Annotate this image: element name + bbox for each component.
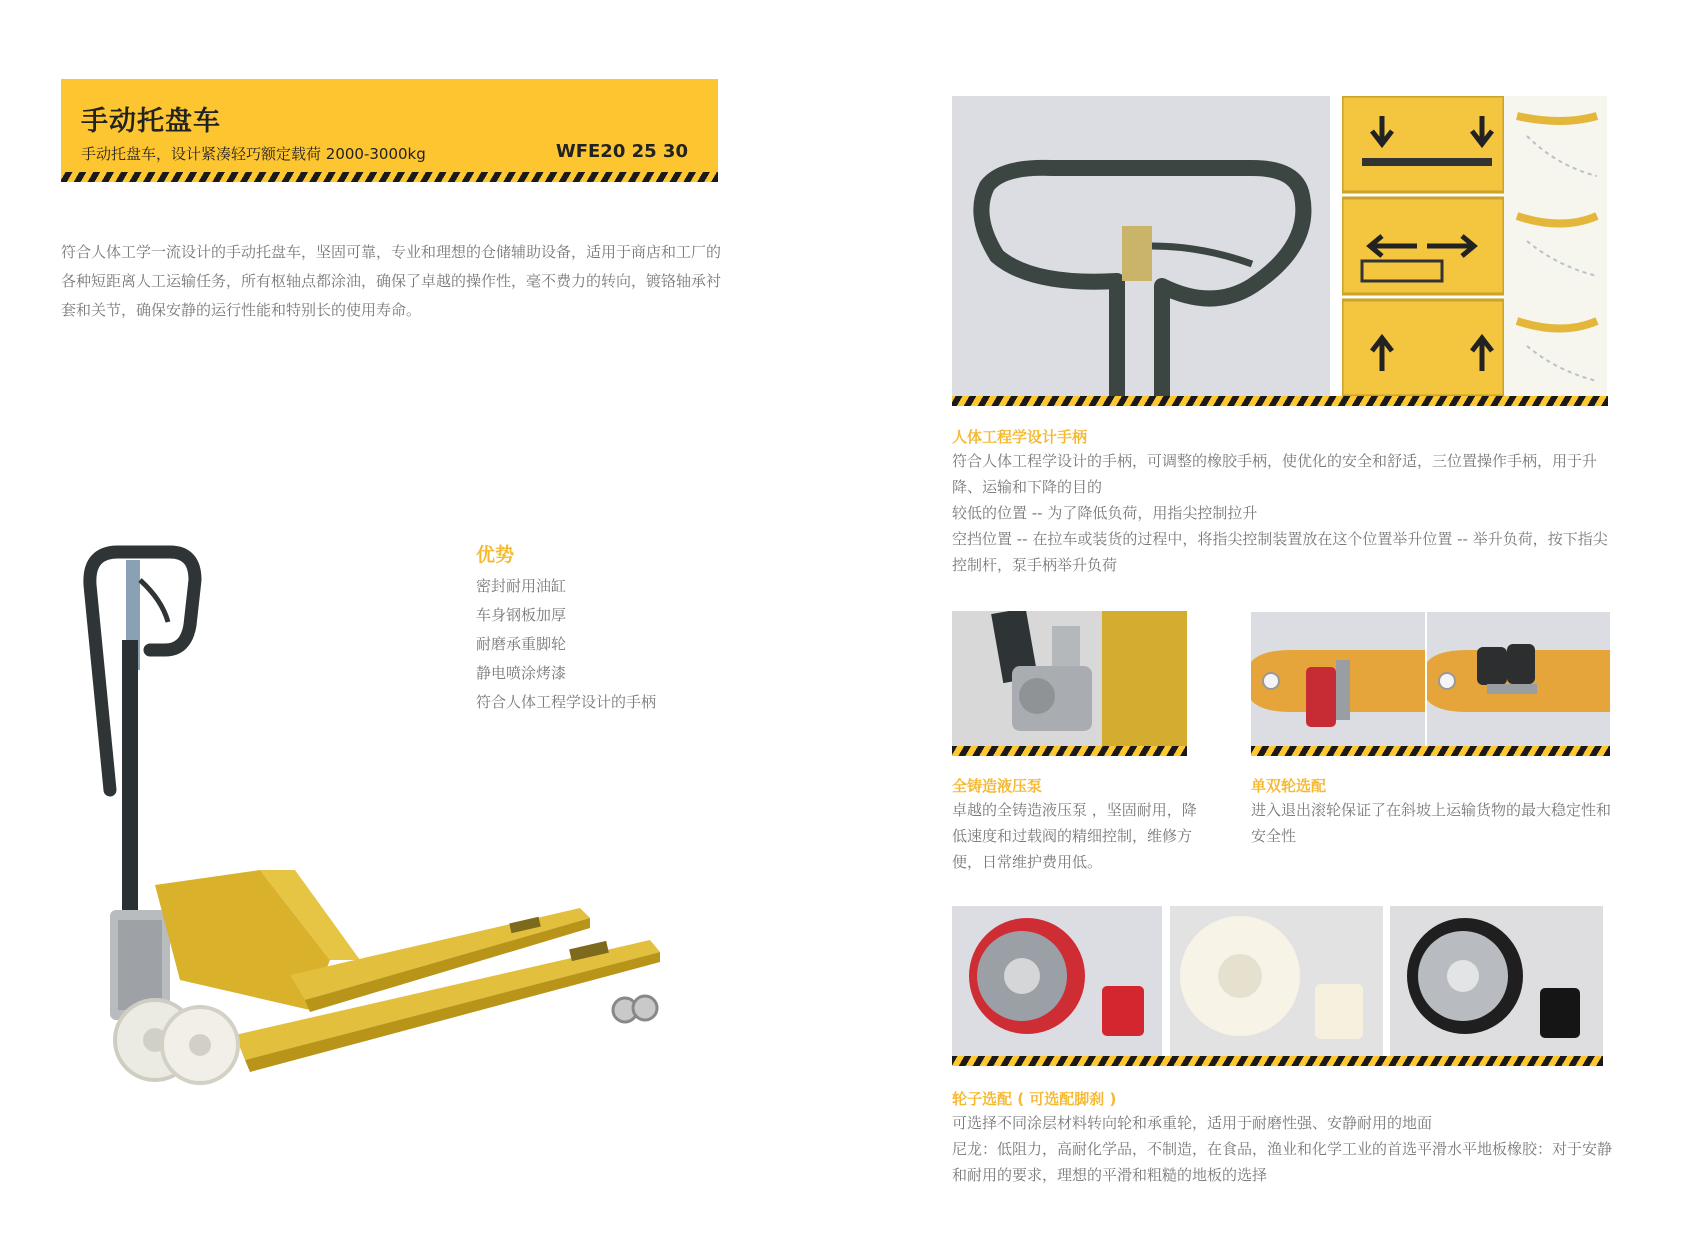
text-line: 尼龙：低阻力，高耐化学品，不制造，在食品，渔业和化学工业的首选平滑水平地板橡胶：对于安静和耐用的要求，理想的平滑和粗糙的地板的选择 [952, 1140, 1613, 1184]
page-title: 手动托盘车 [81, 106, 221, 137]
roller-feature-title: 单双轮选配 [1251, 777, 1327, 795]
list-item: 耐磨承重脚轮 [476, 635, 567, 653]
list-item: 静电喷涂烤漆 [476, 664, 567, 682]
pump-feature-title: 全铸造液压泵 [952, 777, 1043, 795]
rubber-wheel-photo [1390, 906, 1603, 1056]
nylon-wheel-photo [1170, 906, 1383, 1056]
roller-feature-text: 进入退出滚轮保证了在斜坡上运输货物的最大稳定性和安全性 [1251, 801, 1612, 845]
double-roller-photo [1427, 612, 1610, 746]
wheels-feature-title: 轮子选配 ( 可选配脚刹 ) [952, 1090, 1117, 1108]
pump-feature-text: 卓越的全铸造液压泵 ，坚固耐用，降低速度和过载阀的精细控制，维修方便，日常维护费用低。 [952, 801, 1197, 871]
advantages-title: 优势 [476, 544, 515, 566]
list-item: 符合人体工程学设计的手柄 [476, 693, 657, 711]
wheels-feature-text [952, 1110, 1612, 1188]
hazard-stripe [1251, 746, 1610, 756]
red-pu-wheel-photo [952, 906, 1162, 1056]
hydraulic-pump-photo [952, 611, 1187, 746]
hazard-stripe [61, 172, 718, 182]
text-line: 可选择不同涂层材料转向轮和承重轮，适用于耐磨性强、安静耐用的地面 [952, 1114, 1433, 1132]
hazard-stripe [952, 746, 1187, 756]
operation-steps-diagram [1342, 96, 1607, 396]
handle-photo [952, 96, 1330, 396]
page-subtitle: 手动托盘车，设计紧凑轻巧额定载荷 2000-3000kg [81, 145, 426, 163]
text-line: 空挡位置 -- 在拉车或装货的过程中，将指尖控制装置放在这个位置举升位置 -- 举升负荷，按下指尖控制杆，泵手柄举升负荷 [952, 530, 1608, 574]
text-line: 符合人体工程学设计的手柄，可调整的橡胶手柄，使优化的安全和舒适，三位置操作手柄，用于升降、运输和下降的目的 [952, 452, 1598, 496]
model-number: WFE20 25 30 [555, 141, 688, 162]
hazard-stripe [952, 396, 1608, 406]
handle-feature-text [952, 448, 1612, 578]
intro-paragraph: 符合人体工学一流设计的手动托盘车，坚固可靠，专业和理想的仓储辅助设备，适用于商店和工厂的各种短距离人工运输任务，所有枢轴点都涂油，确保了卓越的操作性，毫不费力的转向，镀铬轴承衬套和关节，确保安静的运行性能和特别长的使用寿命。 [61, 243, 722, 319]
advantages-list [476, 572, 656, 717]
list-item: 密封耐用油缸 [476, 577, 567, 595]
list-item: 车身钢板加厚 [476, 606, 567, 624]
hazard-stripe [952, 1056, 1603, 1066]
handle-feature-title: 人体工程学设计手柄 [952, 428, 1088, 446]
text-line: 较低的位置 -- 为了降低负荷，用指尖控制拉升 [952, 504, 1258, 522]
single-roller-photo [1251, 612, 1425, 746]
header-banner [61, 79, 718, 182]
